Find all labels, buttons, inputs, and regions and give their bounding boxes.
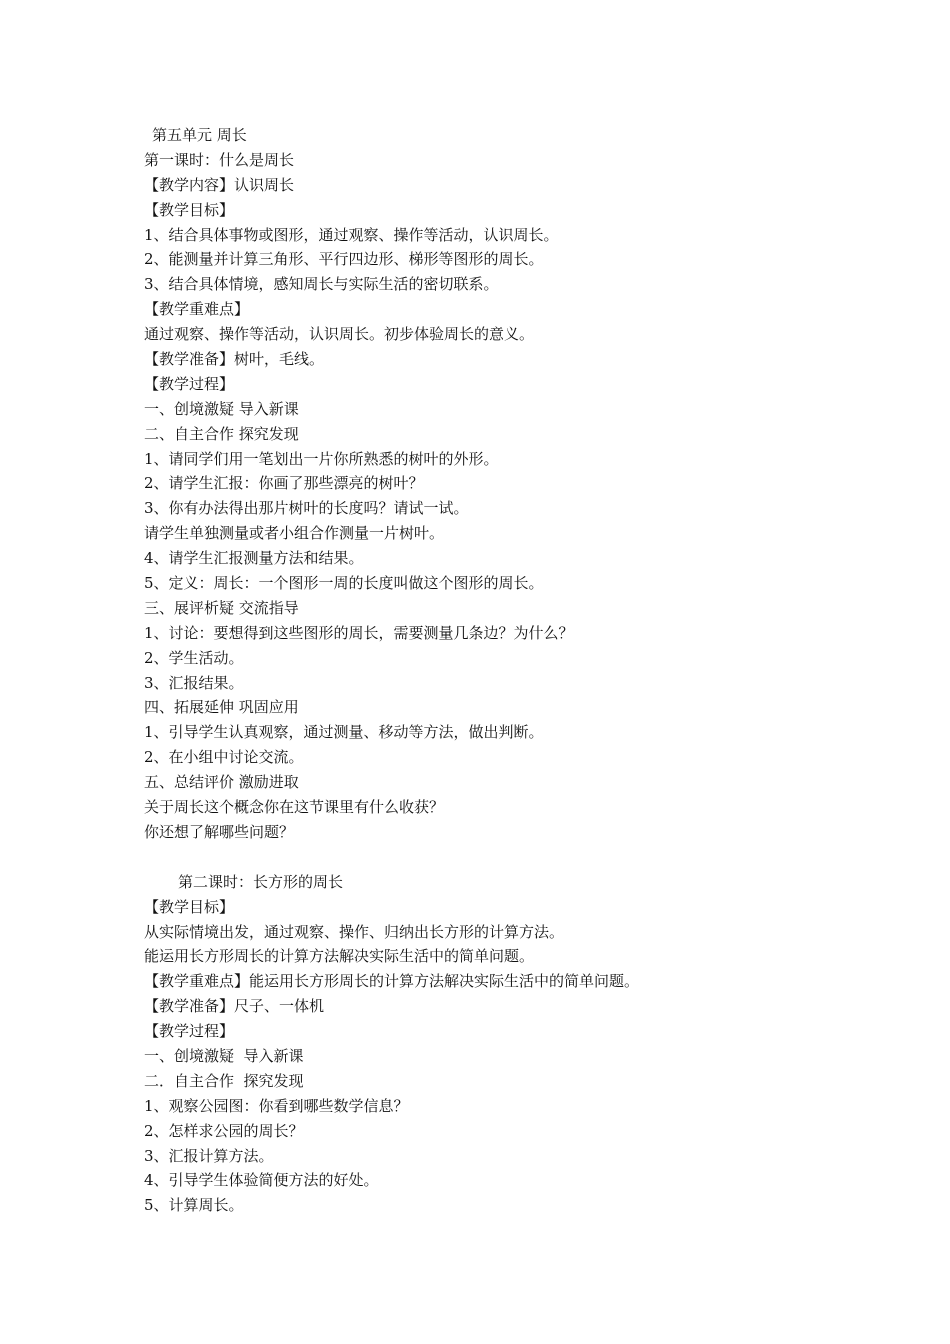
step-heading: 二、自主合作 探究发现 [144,424,299,443]
step-heading: 五、总结评价 激励进取 [144,773,299,792]
text-line: 3、汇报计算方法。 [144,1146,274,1165]
step-heading: 二．自主合作 探究发现 [144,1071,304,1090]
blank-line [144,845,844,870]
section-heading-key-points: 【教学重难点】能运用长方形周长的计算方法解决实际生活中的简单问题。 [144,972,640,991]
text-line: 通过观察、操作等活动，认识周长。初步体验周长的意义。 [144,325,535,344]
section-heading-goals: 【教学目标】 [144,200,235,219]
lesson-2-title: 第二课时：长方形的周长 [178,872,344,891]
text-line: 请学生单独测量或者小组合作测量一片树叶。 [144,524,445,543]
text-line: 2、请学生汇报：你画了那些漂亮的树叶？ [144,474,424,493]
text-line: 3、汇报结果。 [144,673,244,692]
section-heading-goals: 【教学目标】 [144,897,235,916]
unit-title: 第五单元 周长 [152,126,247,144]
lesson-1-title: 第一课时：什么是周长 [144,150,295,169]
step-heading: 一、创境激疑 导入新课 [144,1046,304,1065]
teaching-materials: 【教学准备】尺子、一体机 [144,997,325,1016]
text-line: 2、怎样求公园的周长？ [144,1121,304,1140]
step-heading: 四、拓展延伸 巩固应用 [144,698,299,717]
text-line: 2、能测量并计算三角形、平行四边形、梯形等图形的周长。 [144,250,544,269]
step-heading: 三、展评析疑 交流指导 [144,598,299,617]
text-line: 5、计算周长。 [144,1196,244,1215]
teaching-content: 【教学内容】认识周长 [144,175,295,194]
text-line: 2、学生活动。 [144,648,244,667]
text-line: 1、结合具体事物或图形，通过观察、操作等活动，认识周长。 [144,225,559,244]
text-line: 1、请同学们用一笔划出一片你所熟悉的树叶的外形。 [144,449,499,468]
text-line: 1、引导学生认真观察，通过测量、移动等方法，做出判断。 [144,723,544,742]
teaching-materials: 【教学准备】树叶，毛线。 [144,350,325,369]
text-line: 能运用长方形周长的计算方法解决实际生活中的简单问题。 [144,947,535,966]
text-line: 你还想了解哪些问题？ [144,822,295,841]
text-line: 1、讨论：要想得到这些图形的周长，需要测量几条边？为什么？ [144,623,574,642]
section-heading-process: 【教学过程】 [144,1022,235,1041]
text-line: 从实际情境出发，通过观察、操作、归纳出长方形的计算方法。 [144,922,565,941]
section-heading-key-points: 【教学重难点】 [144,300,250,319]
text-line: 4、请学生汇报测量方法和结果。 [144,549,364,568]
text-line: 5、定义：周长：一个图形一周的长度叫做这个图形的周长。 [144,574,544,593]
text-line: 关于周长这个概念你在这节课里有什么收获？ [144,798,445,817]
text-line: 1、观察公园图：你看到哪些数学信息？ [144,1096,409,1115]
text-line: 3、你有办法得出那片树叶的长度吗？请试一试。 [144,499,469,518]
text-line: 3、结合具体情境，感知周长与实际生活的密切联系。 [144,275,499,294]
document-body [144,123,844,1218]
text-line: 4、引导学生体验简便方法的好处。 [144,1171,379,1190]
text-line: 2、在小组中讨论交流。 [144,748,304,767]
step-heading: 一、创境激疑 导入新课 [144,399,299,418]
section-heading-process: 【教学过程】 [144,374,235,393]
